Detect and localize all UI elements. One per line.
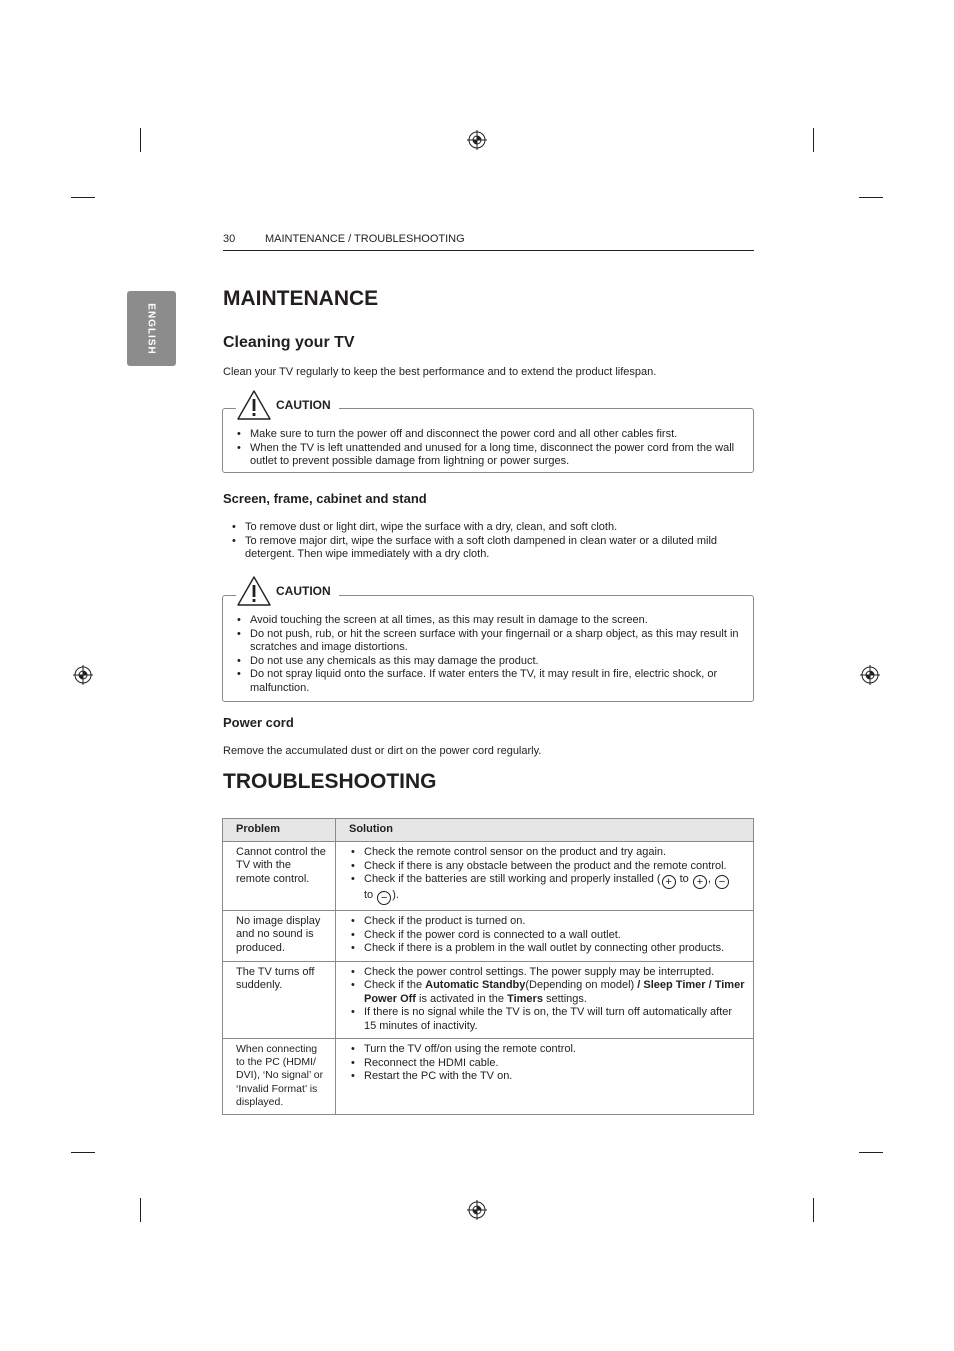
text-run: , (707, 873, 714, 885)
list-item: • Check if there is any obstacle between the product and the remote control. (349, 860, 745, 874)
list-item (349, 979, 745, 1006)
crop-mark (140, 128, 141, 152)
column-header-problem: Problem (223, 819, 336, 842)
screen-heading: Screen, frame, cabinet and stand (223, 491, 427, 506)
plus-terminal-icon: + (693, 875, 707, 889)
plus-terminal-icon: + (662, 875, 676, 889)
list-item: • Restart the PC with the TV on. (349, 1070, 745, 1084)
problem-cell: Cannot control the TV with the remote control. (223, 842, 336, 911)
text-run: settings. (542, 992, 587, 1005)
table-row (223, 1039, 754, 1115)
minus-terminal-icon: − (377, 891, 391, 905)
text-run: Check if the (364, 979, 426, 991)
crop-mark (813, 128, 814, 152)
registration-mark-icon (860, 665, 880, 685)
menu-term: Automatic Standby (425, 979, 526, 991)
table-row (223, 842, 754, 911)
crop-mark (71, 1152, 95, 1153)
crop-mark (859, 197, 883, 198)
problem-cell: The TV turns off suddenly. (223, 961, 336, 1039)
solution-cell (336, 961, 754, 1039)
list-item: • Do not push, rub, or hit the screen surface with your fingernail or a sharp object, as this may result in scratches and image distortions. (235, 628, 740, 655)
problem-cell: When connecting to the PC (HDMI/ DVI), ‘No signal’ or ‘Invalid Format’ is displayed. (223, 1039, 336, 1115)
solution-cell (336, 911, 754, 962)
list-item: • Reconnect the HDMI cable. (349, 1057, 745, 1071)
list-item (349, 873, 745, 905)
text-run: Check if the batteries are still working and properly installed ( (364, 873, 661, 885)
table-row (223, 911, 754, 962)
list-item: • Avoid touching the screen at all times, as this may result in damage to the screen. (235, 614, 740, 628)
solution-cell (336, 842, 754, 911)
troubleshooting-heading: TROUBLESHOOTING (223, 770, 437, 793)
caution-list (235, 614, 740, 695)
menu-term: / Sleep Timer / Timer Power Off (364, 979, 745, 1005)
screen-list (230, 521, 740, 562)
language-label: ENGLISH (145, 303, 157, 355)
registration-mark-icon (467, 130, 487, 150)
crop-mark (140, 1198, 141, 1222)
running-header: MAINTENANCE / TROUBLESHOOTING (265, 233, 465, 245)
warning-triangle-icon (236, 389, 272, 421)
list-item: • Turn the TV off/on using the remote control. (349, 1043, 745, 1057)
minus-terminal-icon: − (715, 875, 729, 889)
text-run: is activated in the (415, 992, 508, 1005)
registration-mark-icon (467, 1200, 487, 1220)
caution-label: CAUTION (276, 398, 331, 412)
troubleshooting-table (222, 818, 754, 1115)
table-header-row (223, 819, 754, 842)
page-number: 30 (223, 233, 236, 245)
registration-mark-icon (73, 665, 93, 685)
caution-header (236, 575, 339, 607)
maintenance-heading: MAINTENANCE (223, 287, 379, 310)
caution-list (235, 428, 740, 469)
list-item: • Do not use any chemicals as this may damage the product. (235, 655, 740, 669)
list-item: • Check the remote control sensor on the product and try again. (349, 846, 745, 860)
problem-cell: No image display and no sound is produced. (223, 911, 336, 962)
list-item: • Check if the power cord is connected to a wall outlet. (349, 929, 745, 943)
list-item: • Check if the product is turned on. (349, 915, 745, 929)
header-divider (223, 250, 754, 251)
caution-box (222, 595, 754, 702)
text-run: (Depending on model) (525, 979, 638, 991)
table-row (223, 961, 754, 1039)
solution-list (349, 1043, 745, 1084)
crop-mark (813, 1198, 814, 1222)
column-header-solution: Solution (336, 819, 754, 842)
crop-mark (71, 197, 95, 198)
cleaning-intro: Clean your TV regularly to keep the best performance and to extend the product lifespan. (223, 366, 657, 378)
caution-header (236, 389, 339, 421)
solution-list (349, 846, 745, 905)
cleaning-heading: Cleaning your TV (223, 334, 355, 351)
list-item: • To remove dust or light dirt, wipe the surface with a dry, clean, and soft cloth. (230, 521, 740, 535)
list-item: • Check the power control settings. The power supply may be interrupted. (349, 966, 745, 980)
solution-cell (336, 1039, 754, 1115)
list-item: • If there is no signal while the TV is on, the TV will turn off automatically after 15 minutes of inactivity. (349, 1006, 745, 1033)
solution-list (349, 915, 745, 956)
warning-triangle-icon (236, 575, 272, 607)
text-run: to (364, 889, 377, 901)
caution-label: CAUTION (276, 584, 331, 598)
list-item: • Do not spray liquid onto the surface. If water enters the TV, it may result in fire, electric shock, or malfunction. (235, 668, 740, 695)
crop-mark (859, 1152, 883, 1153)
list-item: • Make sure to turn the power off and disconnect the power cord and all other cables first. (235, 428, 740, 442)
power-cord-heading: Power cord (223, 715, 294, 730)
language-tab (127, 291, 176, 366)
list-item: • Check if there is a problem in the wall outlet by connecting other products. (349, 942, 745, 956)
list-item: • When the TV is left unattended and unused for a long time, disconnect the power cord from the wall outlet to prevent possible damage from lightning or power surges. (235, 442, 740, 469)
power-cord-text: Remove the accumulated dust or dirt on the power cord regularly. (223, 745, 542, 757)
solution-list (349, 966, 745, 1034)
menu-term: Timers (507, 992, 543, 1005)
list-item: • To remove major dirt, wipe the surface with a soft cloth dampened in clean water or a diluted mild detergent. Then wipe immediately with a dry cloth. (230, 535, 740, 562)
text-run: to (676, 873, 692, 885)
text-run: ). (392, 889, 399, 901)
